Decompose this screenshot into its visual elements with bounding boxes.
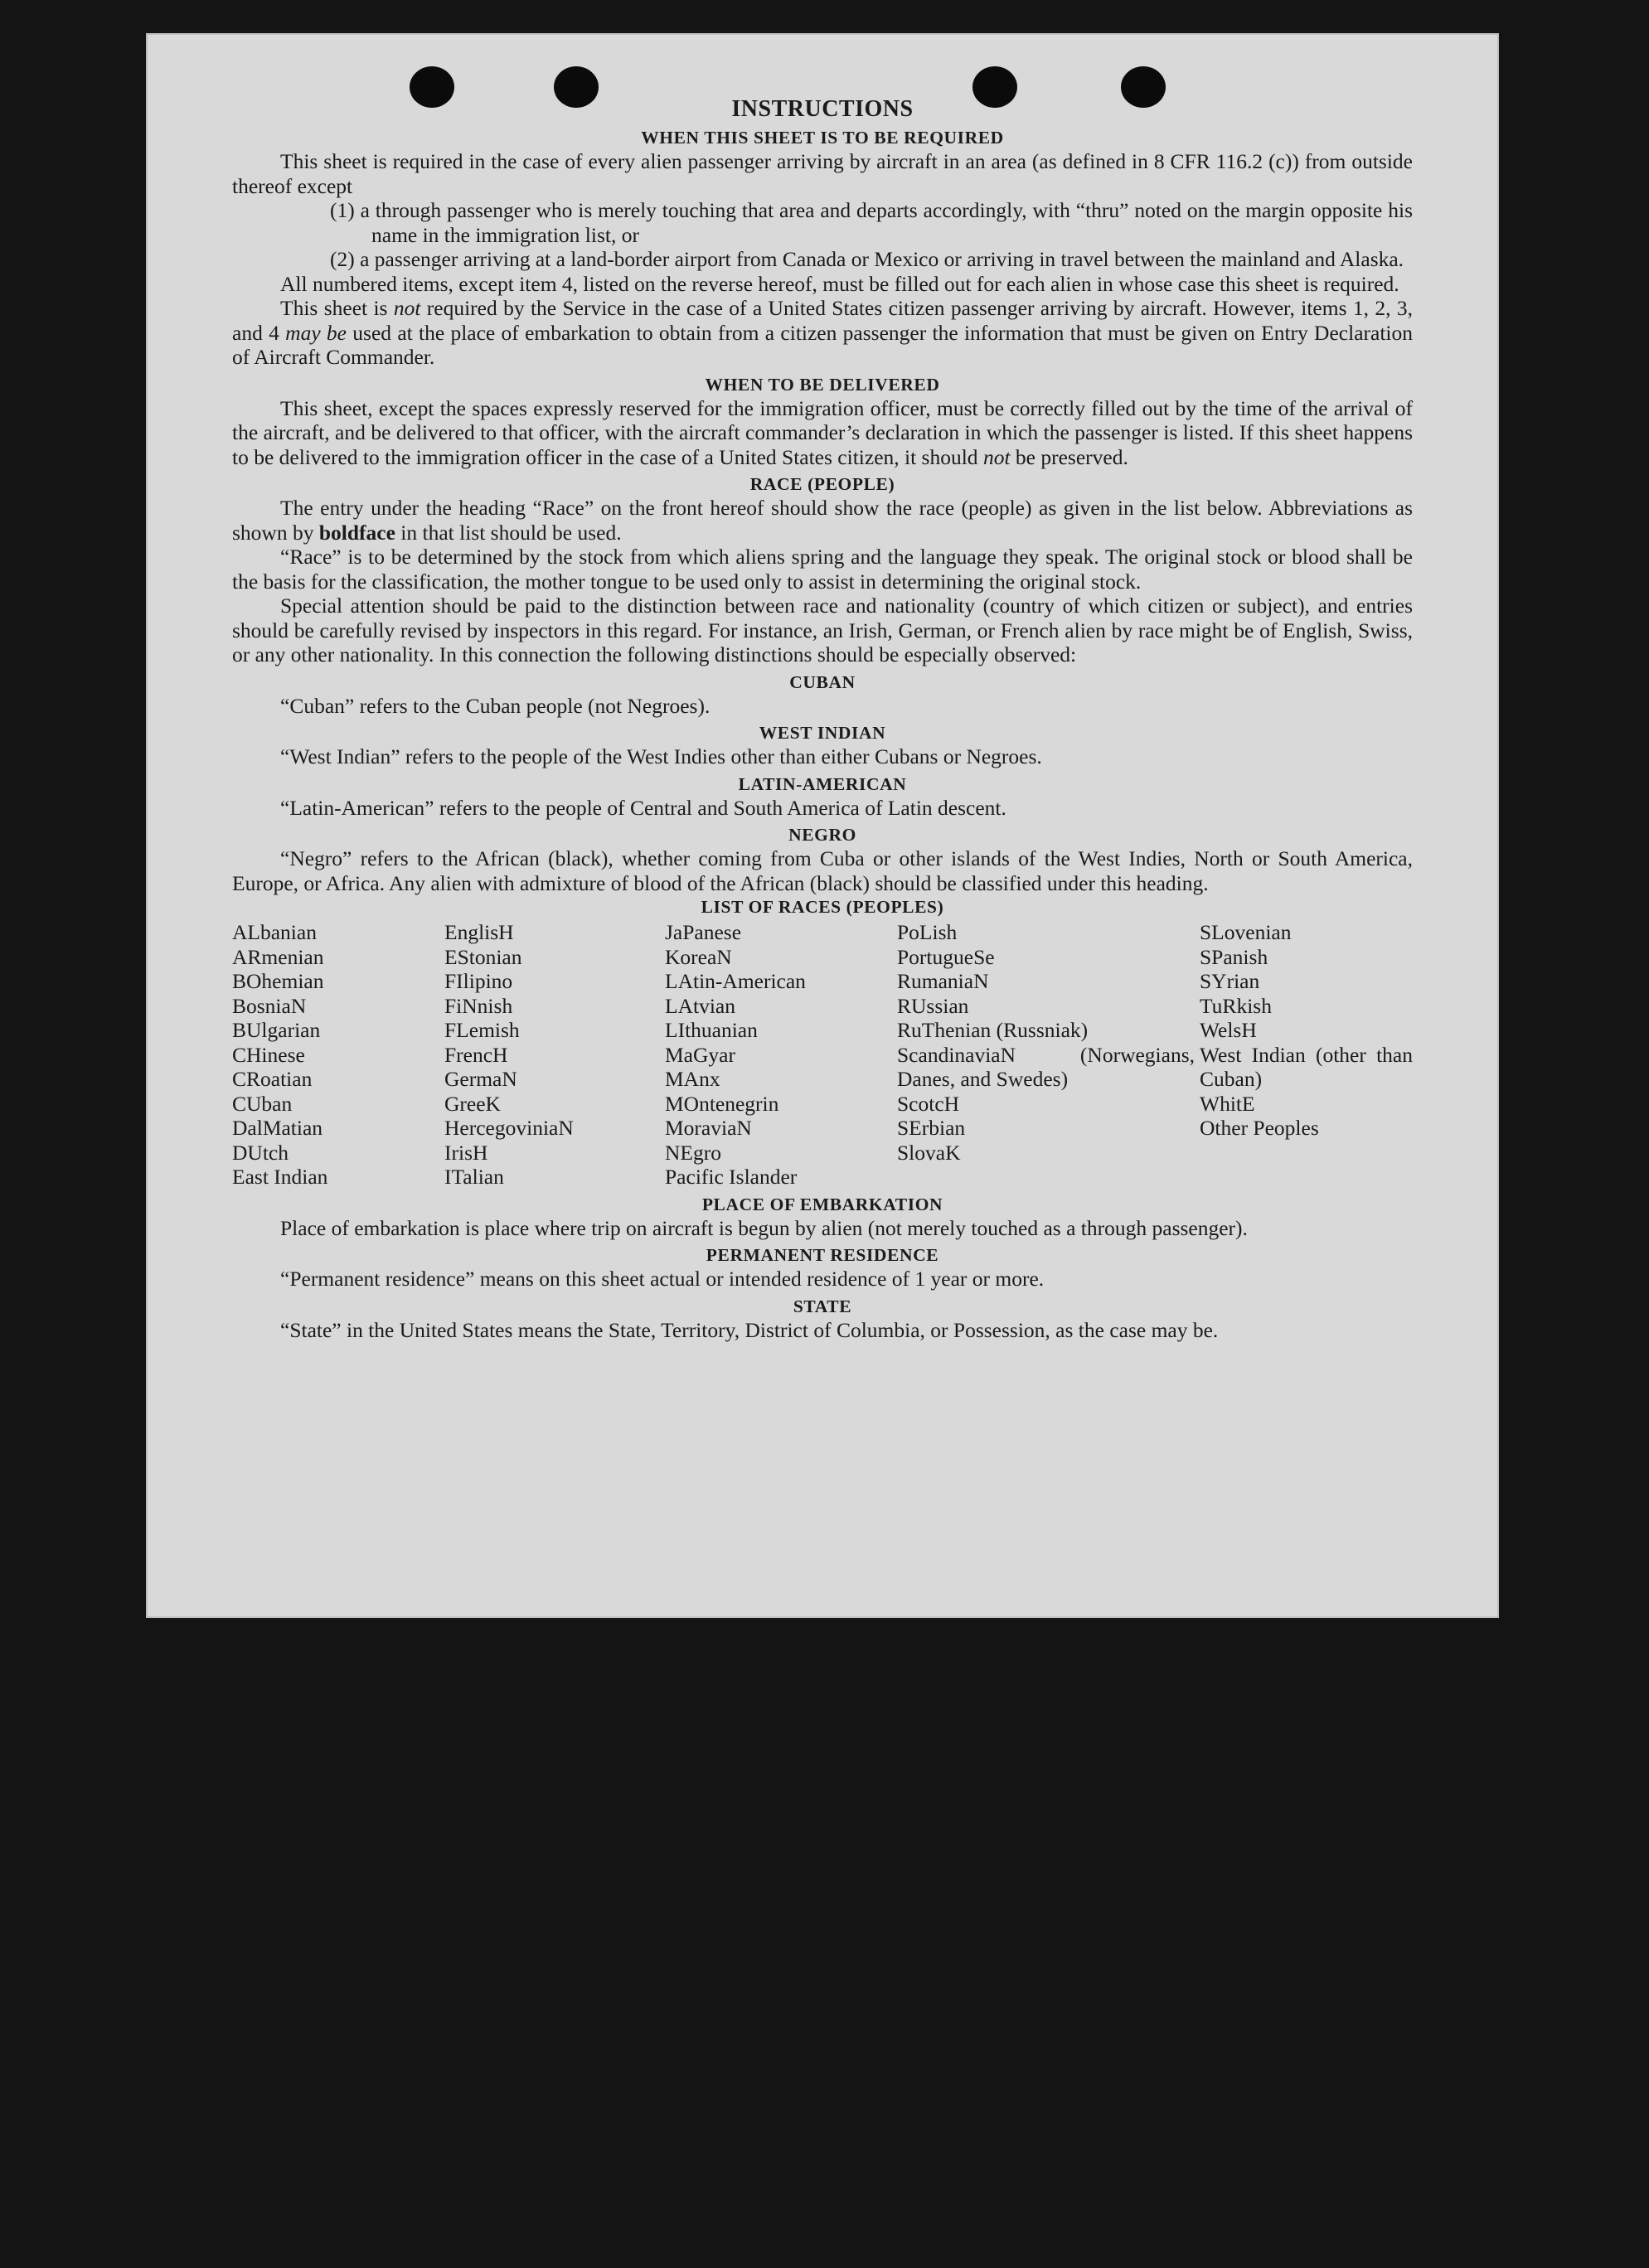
section-heading: STATE — [793, 1296, 852, 1316]
section-heading: WEST INDIAN — [759, 723, 886, 743]
document-page — [146, 33, 1499, 1618]
race-item: TuRkish — [1200, 993, 1272, 1018]
race-item: GermaN — [444, 1067, 517, 1091]
race-item: BosniaN — [232, 993, 307, 1018]
race-item: MAnx — [665, 1067, 720, 1091]
races-column — [1200, 920, 1413, 1190]
race-item: RUssian — [897, 993, 969, 1018]
race-item: SPanish — [1200, 944, 1268, 969]
race-item: PoLish — [897, 920, 958, 944]
section-heading: WHEN THIS SHEET IS TO BE REQUIRED — [641, 128, 1004, 148]
paragraph: This sheet is not required by the Service in the case of a United States citizen passenger arriving by aircraft. However, items 1, 2, 3, and 4 may be used at the place of embarkation to obtain from a citizen passenger the information that must be given on Entry Declaration of Aircraft Commander. — [232, 296, 1413, 369]
paragraph: The entry under the heading “Race” on the front hereof should show the race (people) as given in the list below. Abbreviations as shown by boldface in that list should be used. — [232, 496, 1413, 545]
paragraph: “Latin-American” refers to the people of Central and South America of Latin descent. — [280, 795, 1006, 820]
races-column — [665, 920, 897, 1190]
section-heading: CUBAN — [789, 671, 856, 692]
race-item: NEgro — [665, 1140, 721, 1165]
race-item: JaPanese — [665, 920, 742, 944]
race-item: EnglisH — [444, 920, 514, 944]
race-item: LAtin-American — [665, 969, 806, 993]
section-heading: PLACE OF EMBARKATION — [701, 1194, 943, 1214]
race-item: CUban — [232, 1091, 293, 1116]
section-heading: WHEN TO BE DELIVERED — [705, 374, 940, 395]
race-item: ARmenian — [232, 944, 324, 969]
paragraph: “Cuban” refers to the Cuban people (not Negroes). — [280, 693, 711, 718]
race-item: PortugueSe — [897, 944, 995, 969]
paragraph: “Permanent residence” means on this sheet actual or intended residence of 1 year or more. — [280, 1267, 1045, 1291]
race-item: SErbian — [897, 1116, 966, 1140]
race-item: EStonian — [444, 944, 522, 969]
paragraph: “Negro” refers to the African (black), whether coming from Cuba or other islands of the West Indies, North or South America, Europe, or Africa. Any alien with admixture of blood of the African (black) should be classified under this heading. — [232, 846, 1413, 895]
section-heading: LATIN-AMERICAN — [738, 773, 907, 794]
list-item: (1) a through passenger who is merely touching that area and departs accordingly, with “thru” noted on the margin opposite his name in the immigration list, or — [330, 198, 1413, 247]
race-item: SYrian — [1200, 969, 1260, 993]
page-title: INSTRUCTIONS — [731, 96, 914, 122]
race-item: FrencH — [444, 1042, 508, 1067]
instructions-body — [232, 96, 1413, 1342]
race-item: FLemish — [444, 1018, 520, 1042]
race-item: RuThenian (Russniak) — [897, 1018, 1089, 1042]
section-heading: PERMANENT RESIDENCE — [706, 1245, 939, 1265]
race-item: ALbanian — [232, 920, 317, 944]
paragraph: “State” in the United States means the State, Territory, District of Columbia, or Possession, as the case may be. — [280, 1317, 1219, 1342]
race-item: CHinese — [232, 1042, 305, 1067]
race-item: WhitE — [1200, 1091, 1255, 1116]
race-item: WelsH — [1200, 1018, 1257, 1042]
section-heading: LIST OF RACES (PEOPLES) — [701, 897, 944, 917]
race-item: ITalian — [444, 1165, 504, 1189]
races-column — [444, 920, 665, 1190]
race-item: MaGyar — [665, 1042, 735, 1067]
race-item: BOhemian — [232, 969, 324, 993]
race-item: LIthuanian — [665, 1018, 758, 1042]
paragraph: Place of embarkation is place where trip on aircraft is begun by alien (not merely touched as a through passenger). — [280, 1215, 1248, 1240]
races-list — [232, 920, 1413, 1190]
paragraph: This sheet, except the spaces expressly reserved for the immigration officer, must be correctly filled out by the time of the arrival of the aircraft, and be delivered to that officer, with the aircraft commander’s declaration in which the passenger is listed. If this sheet happens to be delivered to the immigration officer in the case of a United States citizen, it should not be preserved. — [232, 395, 1413, 469]
race-item: ScotcH — [897, 1091, 960, 1116]
paragraph: “Race” is to be determined by the stock from which aliens spring and the language they speak. The original stock or blood shall be the basis for the classification, the mother tongue to be used only to assist in determining the original stock. — [232, 545, 1413, 594]
paragraph: Special attention should be paid to the distinction between race and nationality (country of which citizen or subject), and entries should be carefully revised by inspectors in this regard. For instance, an Irish, German, or French alien by race might be of English, Swiss, or any other nationality. In this connection the following distinctions should be especially observed: — [232, 594, 1413, 666]
section-heading: RACE (PEOPLE) — [749, 474, 895, 494]
race-item: SlovaK — [897, 1140, 961, 1165]
list-item: (2) a passenger arriving at a land-border airport from Canada or Mexico or arriving in travel between the mainland and Alaska. — [330, 247, 1404, 271]
race-item: RumaniaN — [897, 969, 989, 993]
race-item: ScandinaviaN (Norwegians, Danes, and Swedes) — [897, 1042, 1195, 1091]
race-item: DalMatian — [232, 1116, 323, 1140]
paragraph: “West Indian” refers to the people of the West Indies other than either Cubans or Negroes. — [280, 744, 1042, 768]
race-item: IrisH — [444, 1140, 488, 1165]
race-item: MOntenegrin — [665, 1091, 779, 1116]
paragraph: All numbered items, except item 4, listed on the reverse hereof, must be filled out for each alien in whose case this sheet is required. — [280, 271, 1399, 296]
race-item: KoreaN — [665, 944, 732, 969]
race-item: West Indian (other than Cuban) — [1200, 1042, 1413, 1091]
race-item: GreeK — [444, 1091, 501, 1116]
race-item: MoraviaN — [665, 1116, 752, 1140]
race-item: Other Peoples — [1200, 1116, 1319, 1140]
race-item: HercegoviniaN — [444, 1116, 574, 1140]
race-item: FiNnish — [444, 993, 513, 1018]
race-item: BUlgarian — [232, 1018, 321, 1042]
section-heading: NEGRO — [788, 825, 856, 845]
races-column — [232, 920, 444, 1190]
race-item: Pacific Islander — [665, 1165, 798, 1189]
race-item: SLovenian — [1200, 920, 1292, 944]
race-item: FIlipino — [444, 969, 513, 993]
race-item: CRoatian — [232, 1067, 313, 1091]
race-item: LAtvian — [665, 993, 735, 1018]
races-column — [897, 920, 1200, 1190]
paragraph: This sheet is required in the case of every alien passenger arriving by aircraft in an area (as defined in 8 CFR 116.2 (c)) from outside thereof except — [232, 149, 1413, 198]
race-item: DUtch — [232, 1140, 289, 1165]
race-item: East Indian — [232, 1165, 328, 1189]
